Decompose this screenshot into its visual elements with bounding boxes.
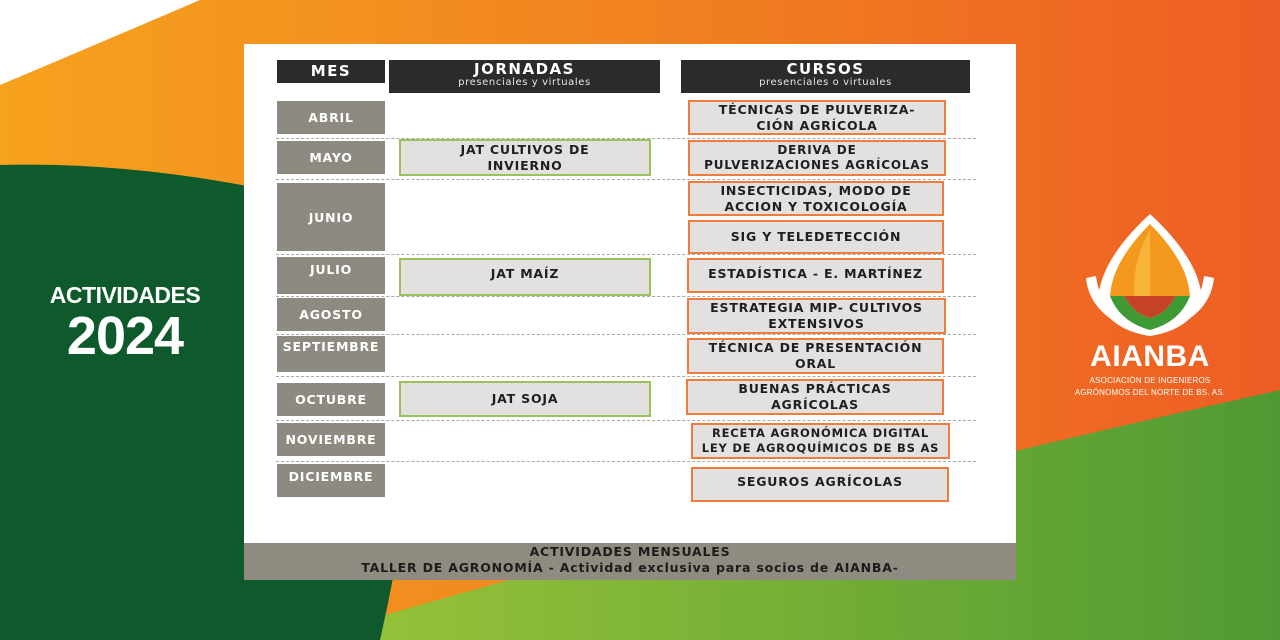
month-julio: JULIO (277, 257, 385, 294)
month-noviembre: NOVIEMBRE (277, 423, 385, 456)
header-jornadas: JORNADAS presenciales y virtuales (389, 60, 660, 93)
row-separator (276, 179, 976, 180)
jornada-maiz: JAT MAÍZ (399, 258, 651, 296)
leaf-logo-icon (1080, 210, 1220, 338)
curso-estrategia-mip: ESTRATEGIA MIP- CULTIVOS EXTENSIVOS (687, 298, 946, 334)
curso-insecticidas: INSECTICIDAS, MODO DE ACCION Y TOXICOLOGÍA (688, 181, 944, 216)
logo-subtitle-1: ASOCIACIÓN DE INGENIEROS (1089, 376, 1211, 385)
curso-sig: SIG Y TELEDETECCIÓN (688, 220, 944, 254)
jornada-soja: JAT SOJA (399, 381, 651, 417)
month-septiembre: SEPTIEMBRE (277, 336, 385, 372)
aianba-logo (1060, 210, 1240, 410)
header-mes: MES (277, 60, 385, 83)
footer-title: ACTIVIDADES MENSUALES (529, 544, 731, 559)
logo-name: AIANBA (1090, 340, 1210, 373)
row-separator (276, 254, 976, 255)
row-separator (276, 334, 976, 335)
monthly-activities-footer (244, 543, 1016, 580)
curso-receta-agronomica: RECETA AGRONÓMICA DIGITAL LEY DE AGROQUÍMICOS DE BS AS (691, 423, 950, 459)
month-abril: ABRIL (277, 101, 385, 134)
activities-table (244, 44, 1016, 580)
month-mayo: MAYO (277, 141, 385, 174)
row-separator (276, 296, 976, 297)
curso-presentacion-oral: TÉCNICA DE PRESENTACIÓN ORAL (687, 338, 944, 374)
logo-subtitle-2: AGRÓNOMOS DEL NORTE DE BS. AS. (1074, 388, 1226, 397)
header-cursos: CURSOS presenciales o virtuales (681, 60, 970, 93)
curso-deriva: DERIVA DE PULVERIZACIONES AGRÍCOLAS (688, 140, 946, 176)
month-diciembre: DICIEMBRE (277, 464, 385, 497)
title-year: 2024 (66, 306, 184, 366)
curso-seguros: SEGUROS AGRÍCOLAS (691, 467, 949, 502)
title-top: ACTIVIDADES (49, 282, 201, 308)
row-separator (276, 420, 976, 421)
jornada-cultivos-invierno: JAT CULTIVOS DE INVIERNO (399, 139, 651, 176)
curso-buenas-practicas: BUENAS PRÁCTICAS AGRÍCOLAS (686, 379, 944, 415)
month-junio: JUNIO (277, 183, 385, 251)
curso-tecnicas-pulverizacion: TÉCNICAS DE PULVERIZA- CIÓN AGRÍCOLA (688, 100, 946, 135)
month-agosto: AGOSTO (277, 298, 385, 331)
row-separator (276, 461, 976, 462)
curso-estadistica: ESTADÍSTICA - E. MARTÍNEZ (687, 258, 944, 293)
row-separator (276, 376, 976, 377)
footer-subtitle: TALLER DE AGRONOMÍA - Actividad exclusiva para socios de AIANBA- (361, 560, 899, 575)
month-octubre: OCTUBRE (277, 383, 385, 416)
activities-title (40, 282, 210, 366)
